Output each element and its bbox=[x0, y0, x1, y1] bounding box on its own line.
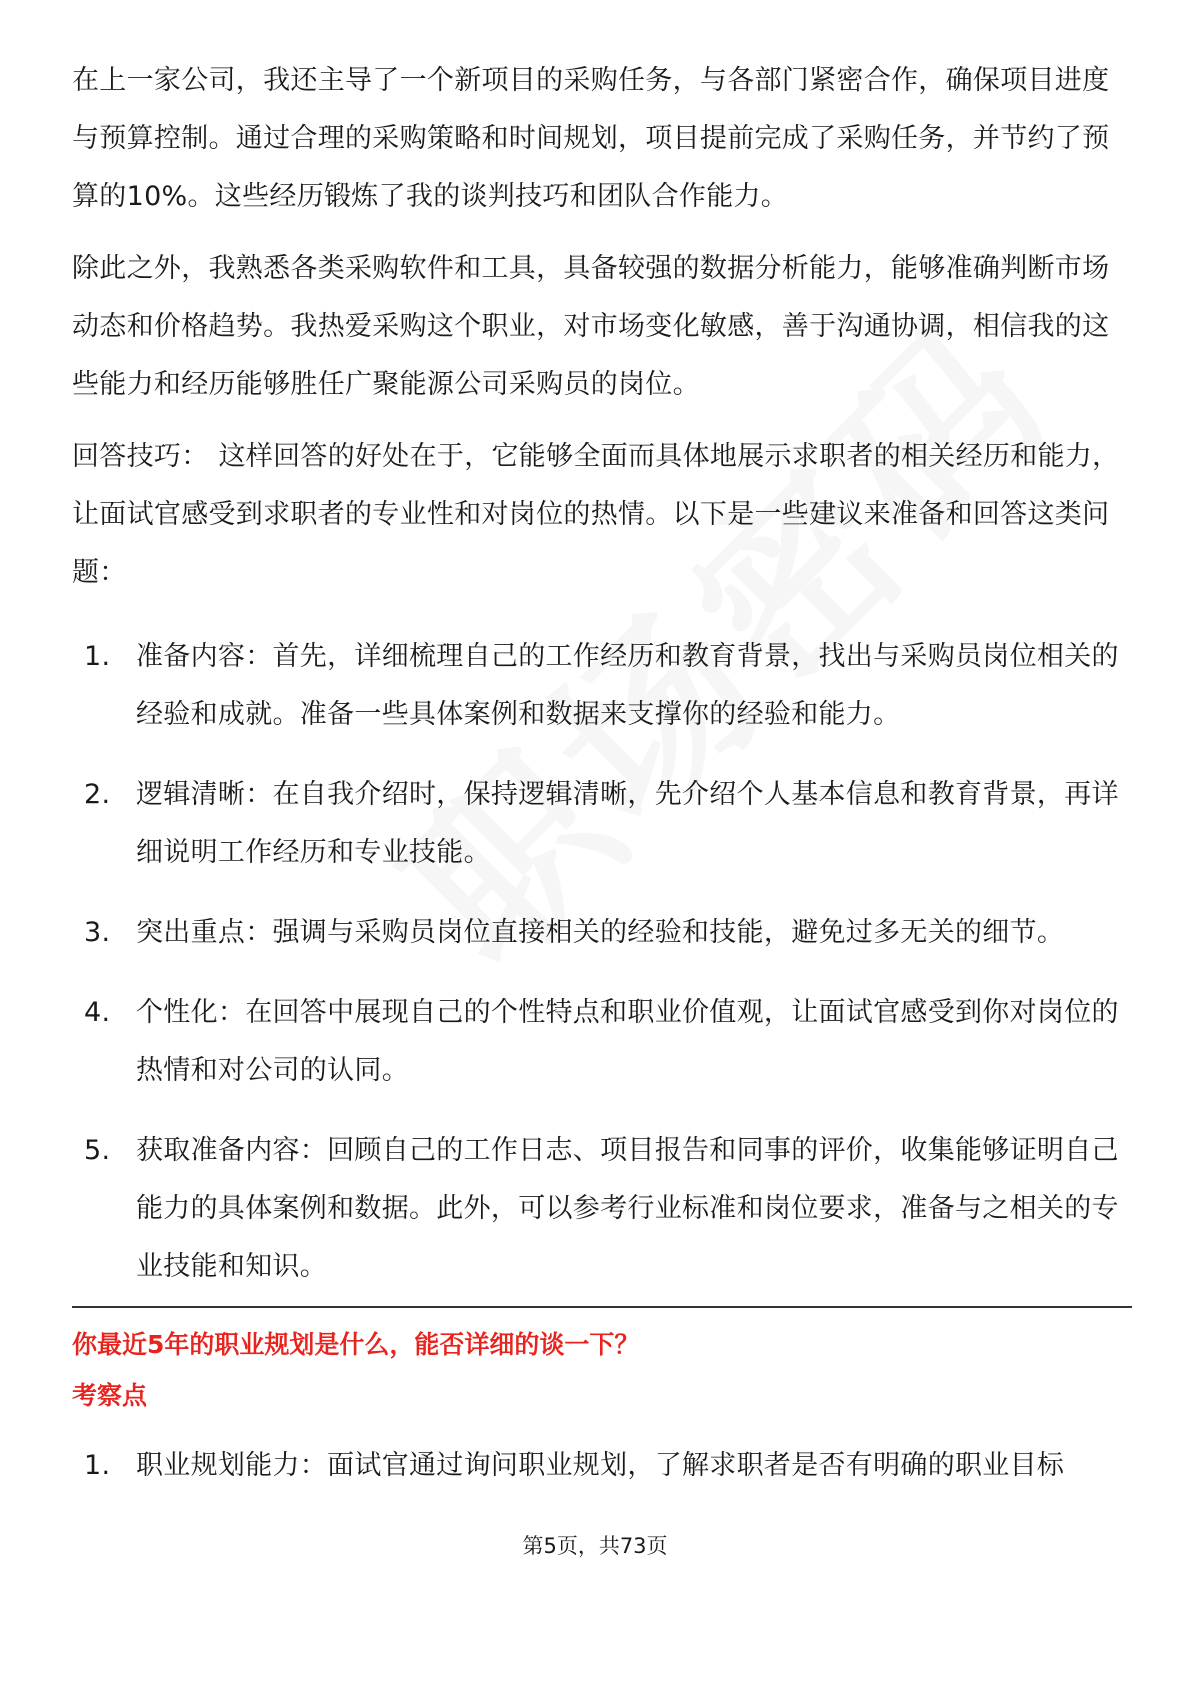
section-label: 考察点 bbox=[72, 1381, 148, 1410]
list-number: 1. bbox=[84, 1450, 111, 1481]
answer-tips-paragraph bbox=[72, 428, 1132, 602]
list-item bbox=[72, 984, 1132, 1100]
list-item bbox=[72, 1437, 1132, 1495]
section-divider bbox=[72, 1306, 1132, 1308]
list-item-text: 获取准备内容：回顾自己的工作日志、项目报告和同事的评价，收集能够证明自己能力的具体案例和数据。此外，可以参考行业标准和岗位要求，准备与之相关的专业技能和知识。 bbox=[136, 1135, 1119, 1282]
paragraph-1: 在上一家公司，我还主导了一个新项目的采购任务，与各部门紧密合作，确保项目进度与预算控制。通过合理的采购策略和时间规划，项目提前完成了采购任务，并节约了预算的10%。这些经历锻炼了我的谈判技巧和团队合作能力。 bbox=[72, 65, 1110, 212]
list-item-text: 准备内容：首先，详细梳理自己的工作经历和教育背景，找出与采购员岗位相关的经验和成就。准备一些具体案例和数据来支撑你的经验和能力。 bbox=[136, 641, 1119, 730]
answer-tips-label: 回答技巧： bbox=[72, 441, 209, 472]
list-item bbox=[72, 766, 1132, 882]
list-item-text: 职业规划能力：面试官通过询问职业规划，了解求职者是否有明确的职业目标 bbox=[136, 1450, 1065, 1481]
list-item bbox=[72, 628, 1132, 744]
list-item-text: 突出重点：强调与采购员岗位直接相关的经验和技能，避免过多无关的细节。 bbox=[136, 917, 1065, 948]
list-number: 5. bbox=[84, 1135, 111, 1166]
list-number: 1. bbox=[84, 641, 111, 672]
list-item bbox=[72, 1122, 1132, 1296]
page-number: 第5页，共73页 bbox=[522, 1534, 668, 1558]
list-number: 2. bbox=[84, 779, 111, 810]
answer-tips-text: 这样回答的好处在于，它能够全面而具体地展示求职者的相关经历和能力，让面试官感受到求职者的专业性和对岗位的热情。以下是一些建议来准备和回答这类问题： bbox=[72, 441, 1120, 588]
list-item bbox=[72, 904, 1132, 962]
list-item-text: 逻辑清晰：在自我介绍时，保持逻辑清晰，先介绍个人基本信息和教育背景，再详细说明工作经历和专业技能。 bbox=[136, 779, 1119, 868]
list-item-text: 个性化：在回答中展现自己的个性特点和职业价值观，让面试官感受到你对岗位的热情和对公司的认同。 bbox=[136, 997, 1119, 1086]
paragraph-2: 除此之外，我熟悉各类采购软件和工具，具备较强的数据分析能力，能够准确判断市场动态和价格趋势。我热爱采购这个职业，对市场变化敏感，善于沟通协调，相信我的这些能力和经历能够胜任广聚能源公司采购员的岗位。 bbox=[72, 253, 1110, 400]
question-title: 你最近5年的职业规划是什么，能否详细的谈一下？ bbox=[72, 1330, 640, 1359]
tips-list bbox=[72, 628, 1132, 1296]
assessment-points-list bbox=[72, 1437, 1132, 1517]
list-number: 4. bbox=[84, 997, 111, 1028]
main-content bbox=[72, 52, 1132, 1318]
list-number: 3. bbox=[84, 917, 111, 948]
